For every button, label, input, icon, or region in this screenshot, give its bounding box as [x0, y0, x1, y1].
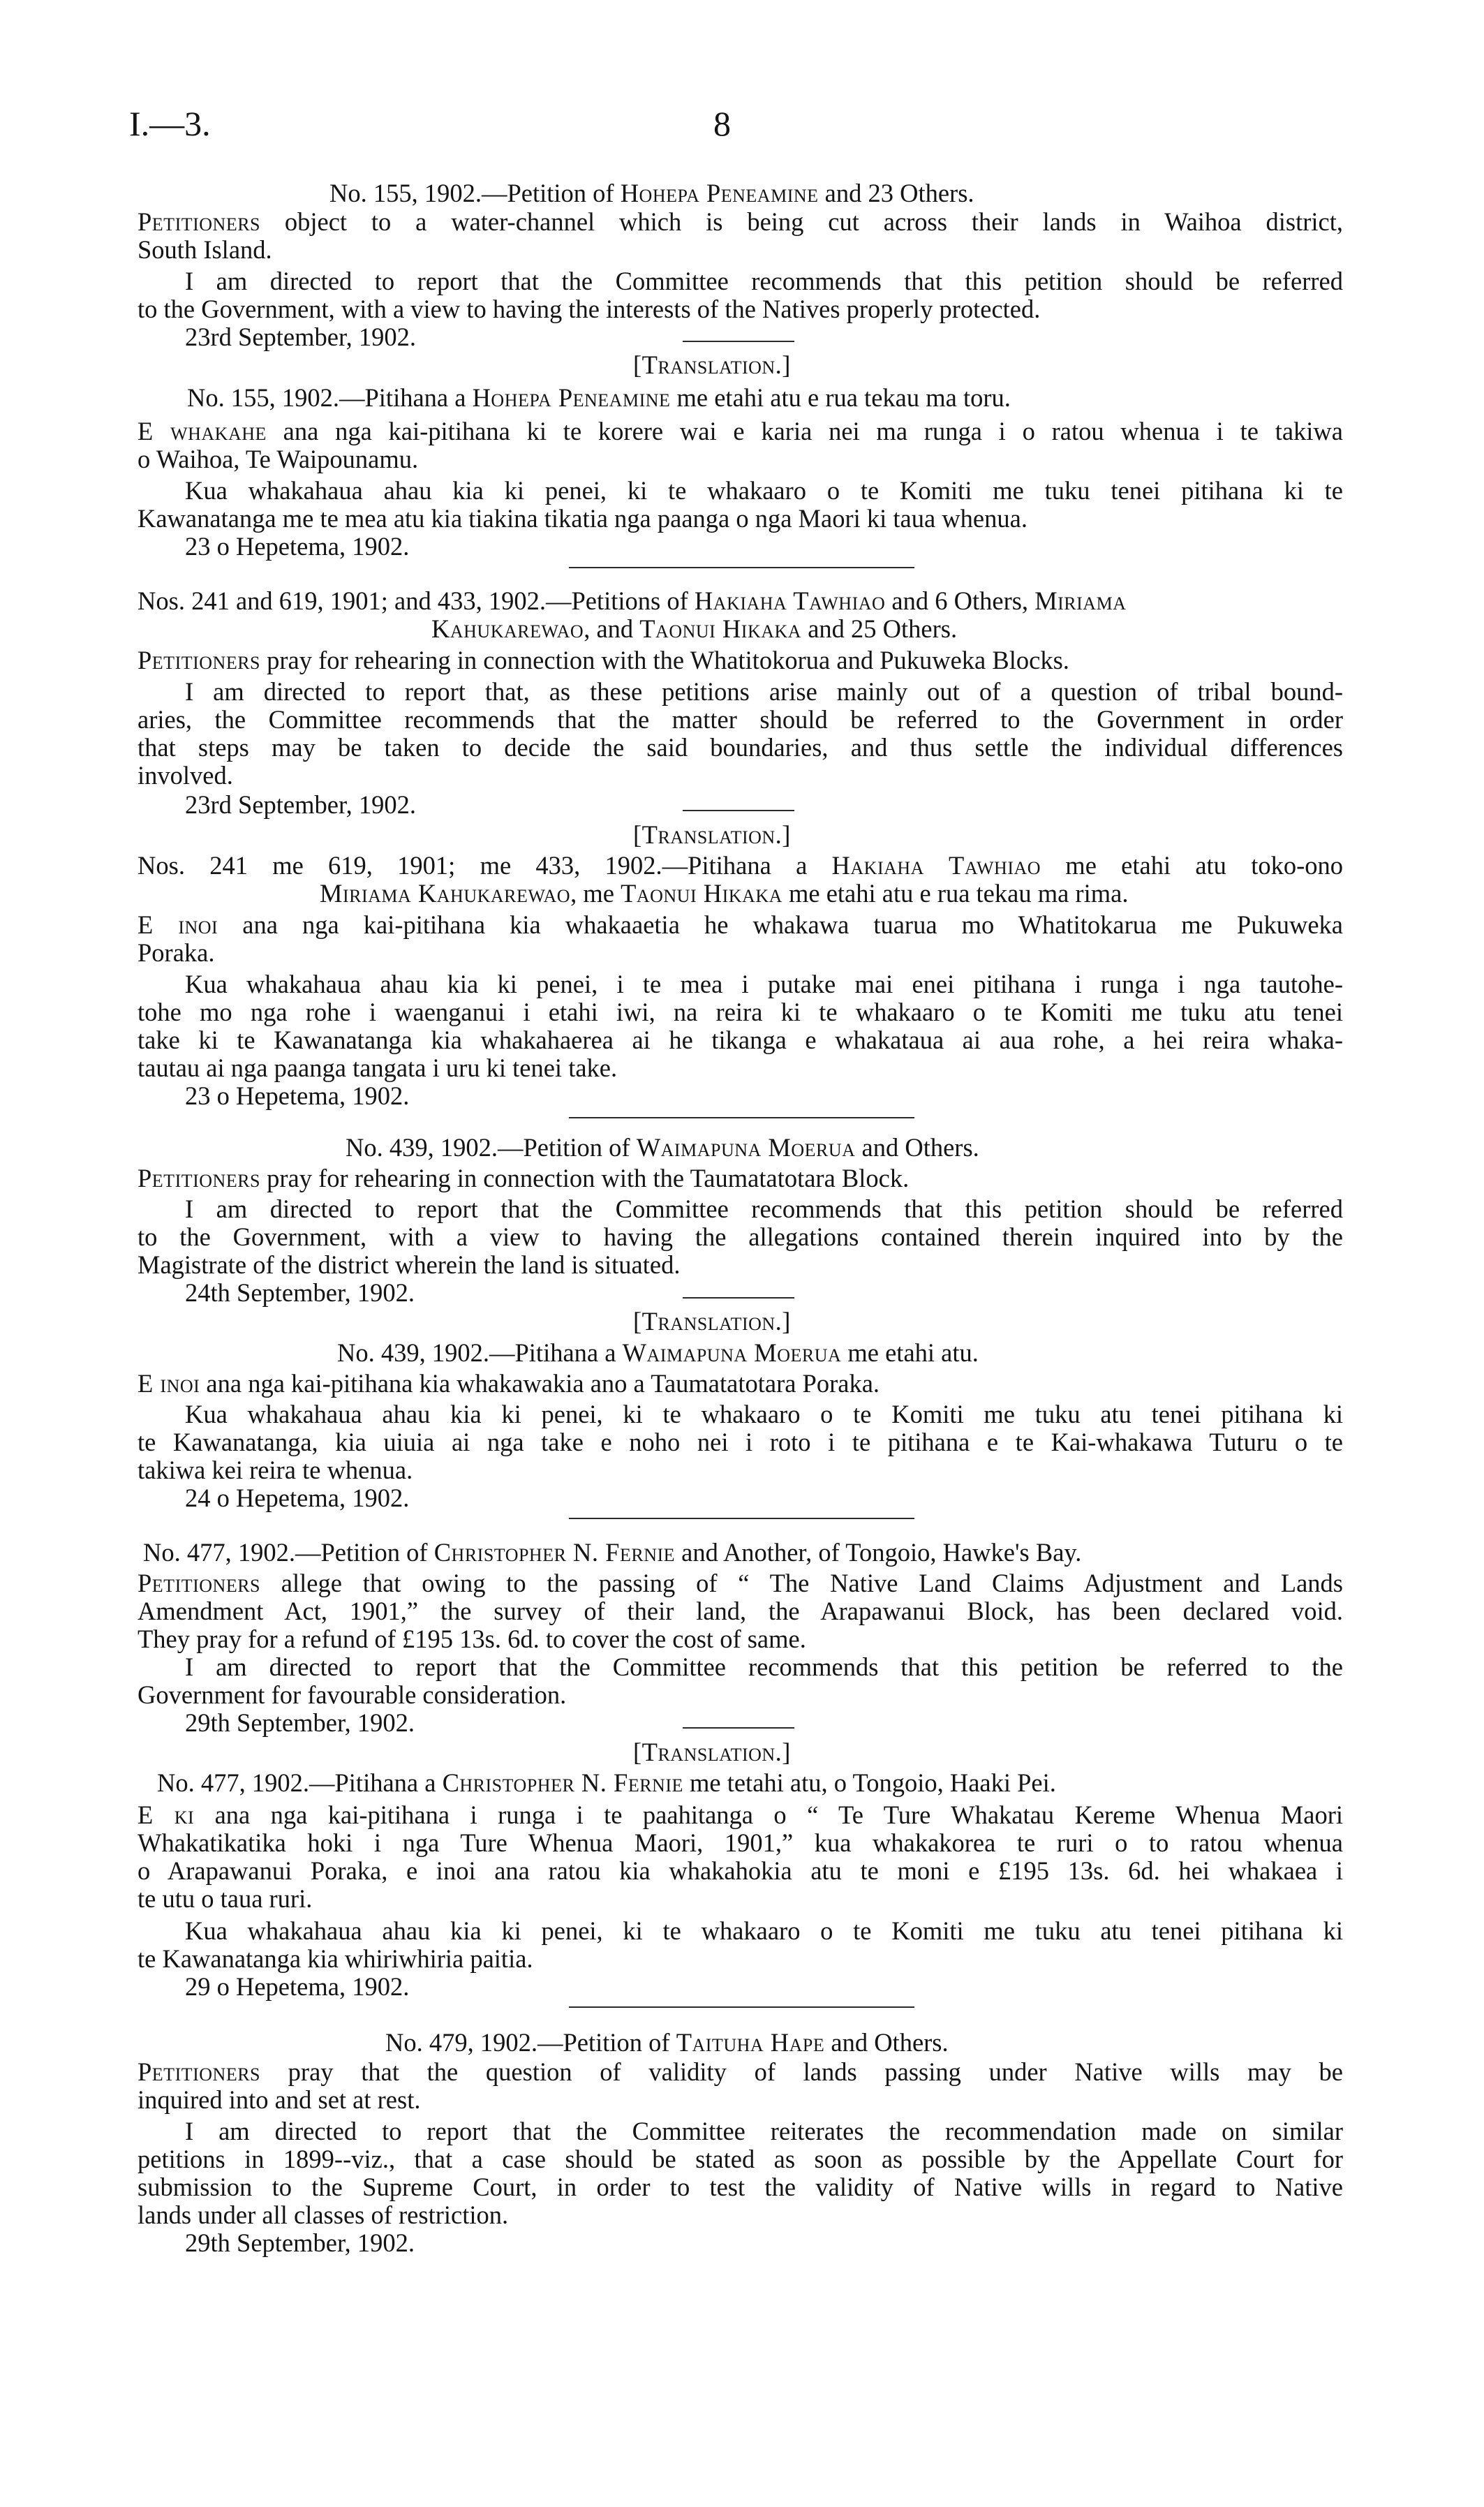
paragraph-line: Poraka.: [138, 938, 215, 967]
line-text: ana nga kai-pitihana ki te korere wai e karia nei ma runga i o ratou whenua i te takiwa: [266, 417, 1343, 445]
divider-short: [683, 1297, 794, 1299]
petition-heading: [138, 587, 1126, 615]
petitioner-names: Miriama Kahukarewao: [320, 879, 571, 908]
section-divider: [569, 567, 914, 568]
paragraph-line: [138, 417, 1343, 445]
paragraph-line: South Island.: [138, 235, 272, 264]
lead-word: E inoi: [138, 1369, 200, 1398]
paragraph-line: aries, the Committee recommends that the matter should be referred to the Government in order: [138, 705, 1343, 734]
paragraph-line: Kua whakahaua ahau kia ki penei, ki te whakaaro o te Komiti me tuku tenei pitihana ki te: [185, 476, 1343, 505]
paragraph-line: [138, 1164, 909, 1192]
paragraph-line: inquired into and set at rest.: [138, 2085, 421, 2114]
date-line: 23rd September, 1902.: [185, 323, 417, 351]
line-text: ana nga kai-pitihana kia whakaaetia he whakawa tuarua mo Whatitokarua me Pukuweka: [218, 910, 1343, 939]
heading-text: me etahi atu e rua tekau ma toru.: [670, 383, 1011, 412]
paragraph-line: [138, 2058, 1343, 2086]
heading-text: , me: [570, 879, 621, 908]
line-text: ana nga kai-pitihana i runga i te paahitanga o “ Te Ture Whakatau Kereme Whenua Maori: [194, 1800, 1343, 1829]
heading-text: me etahi atu toko-ono: [1041, 851, 1343, 880]
paragraph-line: Kua whakahaua ahau kia ki penei, ki te whakaaro o te Komiti me tuku atu tenei pitihana ki: [185, 1400, 1343, 1428]
heading-text: No. 477, 1902.—Pitihana a: [157, 1768, 443, 1797]
translation-label: [Translation.]: [633, 1307, 791, 1336]
heading-text: and Another, of Tongoio, Hawke's Bay.: [675, 1538, 1082, 1567]
paragraph-line: They pray for a refund of £195 13s. 6d. to cover the cost of same.: [138, 1625, 806, 1653]
date-line: 23rd September, 1902.: [185, 790, 417, 819]
paragraph-line: [138, 208, 1343, 236]
divider-short: [683, 341, 794, 342]
paragraph-line: o Arapawanui Poraka, e inoi ana ratou kia whakahokia atu te moni e £195 13s. 6d. hei whakaea i: [138, 1856, 1343, 1885]
paragraph-line: [138, 1370, 880, 1398]
heading-text: and 6 Others,: [885, 586, 1035, 615]
paragraph-line: tautau ai nga paanga tangata i uru ki tenei take.: [138, 1053, 618, 1082]
paragraph-line: [138, 1801, 1343, 1829]
paragraph-line: Kua whakahaua ahau kia ki penei, i te mea i putake mai enei pitihana i runga i nga tautohe-: [185, 970, 1343, 998]
line-text: pray that the question of validity of lands passing under Native wills may be: [260, 2057, 1343, 2086]
paragraph-line: Kawanatanga me te mea atu kia tiakina tikatia nga paanga o nga Maori ki taua whenua.: [138, 504, 1027, 533]
date-line: 24th September, 1902.: [185, 1278, 415, 1307]
petitioner-names: Miriama: [1034, 586, 1127, 615]
lead-word: E ki: [138, 1800, 195, 1829]
paragraph-line: that steps may be taken to decide the said boundaries, and thus settle the individual differences: [138, 733, 1343, 762]
paragraph-line: Magistrate of the district wherein the land is situated.: [138, 1250, 681, 1279]
paragraph-line: te utu o taua ruri.: [138, 1884, 313, 1913]
date-line: 29th September, 1902.: [185, 2228, 415, 2257]
heading-text: , and: [584, 614, 640, 643]
petitioner-names: Taonui Hikaka: [639, 614, 802, 643]
petition-heading: [431, 615, 957, 643]
paragraph-line: takiwa kei reira te whenua.: [138, 1456, 413, 1484]
heading-text: No. 477, 1902.—Petition of: [143, 1538, 434, 1567]
heading-text: and 25 Others.: [801, 614, 958, 643]
line-text: pray for rehearing in connection with the Taumatatotara Block.: [260, 1164, 910, 1192]
heading-text: and 23 Others.: [818, 179, 974, 207]
paragraph-line: Government for favourable consideration.: [138, 1680, 567, 1709]
heading-text: No. 439, 1902.—Pitihana a: [337, 1338, 623, 1367]
petition-heading: [385, 2029, 949, 2057]
lead-word: E inoi: [138, 910, 218, 939]
translation-label: [Translation.]: [633, 1738, 791, 1766]
paragraph-line: I am directed to report that the Committee reiterates the recommendation made on similar: [185, 2117, 1343, 2145]
divider-short: [683, 810, 794, 811]
date-line: 23 o Hepetema, 1902.: [185, 532, 410, 561]
petition-heading: [346, 1134, 979, 1162]
petitioner-names: Waimapuna Moerua: [622, 1338, 842, 1367]
translation-heading: [337, 1339, 979, 1367]
lead-word: Petitioners: [138, 1569, 260, 1597]
date-line: 29 o Hepetema, 1902.: [185, 1972, 410, 2001]
translation-label: [Translation.]: [633, 350, 791, 379]
paragraph-line: Amendment Act, 1901,” the survey of their land, the Arapawanui Block, has been declared void.: [138, 1597, 1343, 1625]
petitioner-names: Hakiaha Tawhiao: [831, 851, 1041, 880]
petitioner-names: Christopher N. Fernie: [442, 1768, 683, 1797]
line-text: allege that owing to the passing of “ The Native Land Claims Adjustment and Lands: [260, 1569, 1343, 1597]
heading-text: No. 155, 1902.—Pitihana a: [187, 383, 473, 412]
paragraph-line: o Waihoa, Te Waipounamu.: [138, 445, 419, 473]
line-text: object to a water-channel which is being cut across their lands in Waihoa district,: [260, 207, 1343, 236]
paragraph-line: lands under all classes of restriction.: [138, 2201, 509, 2229]
divider-short: [683, 1727, 794, 1729]
heading-text: me etahi atu e rua tekau ma rima.: [782, 879, 1129, 908]
translation-heading: [138, 852, 1343, 880]
petition-heading: [143, 1539, 1081, 1567]
paragraph-line: Whakatikatika hoki i nga Ture Whenua Maori, 1901,” kua whakakorea te ruri o to ratou whenua: [138, 1828, 1343, 1857]
paragraph-line: I am directed to report that, as these petitions arise mainly out of a question of tribal bound-: [185, 677, 1343, 706]
heading-text: No. 439, 1902.—Petition of: [346, 1133, 637, 1162]
paragraph-line: to the Government, with a view to having the allegations contained therein inquired into by the: [138, 1222, 1343, 1251]
heading-text: me etahi atu.: [841, 1338, 979, 1367]
petitioner-names: Taituha Hape: [676, 2028, 825, 2057]
paragraph-line: submission to the Supreme Court, in order to test the validity of Native wills in regard to Native: [138, 2173, 1343, 2201]
petition-heading: [329, 179, 974, 207]
heading-text: Nos. 241 me 619, 1901; me 433, 1902.—Pitihana a: [138, 851, 832, 880]
lead-word: Petitioners: [138, 2057, 260, 2086]
translation-label: [Translation.]: [633, 820, 791, 849]
translation-heading: [157, 1769, 1056, 1797]
heading-text: Nos. 241 and 619, 1901; and 433, 1902.—Petitions of: [138, 586, 695, 615]
paragraph-line: [138, 911, 1343, 939]
section-divider: [569, 1117, 914, 1118]
paragraph-line: Kua whakahaua ahau kia ki penei, ki te whakaaro o te Komiti me tuku atu tenei pitihana ki: [185, 1916, 1343, 1945]
petitioner-names: Taonui Hikaka: [621, 879, 782, 908]
petitioner-names: Hohepa Peneamine: [472, 383, 671, 412]
line-text: ana nga kai-pitihana kia whakawakia ano a Taumatatotara Poraka.: [200, 1369, 880, 1398]
heading-text: and Others.: [824, 2028, 949, 2057]
line-text: pray for rehearing in connection with the Whatitokorua and Pukuweka Blocks.: [260, 646, 1069, 674]
paragraph-line: to the Government, with a view to having the interests of the Natives properly protected.: [138, 295, 1041, 323]
paragraph-line: I am directed to report that the Committee recommends that this petition should be referred: [185, 267, 1343, 295]
translation-heading: [320, 880, 1128, 908]
paragraph-line: involved.: [138, 761, 233, 790]
heading-text: No. 479, 1902.—Petition of: [385, 2028, 676, 2057]
heading-text: No. 155, 1902.—Petition of: [329, 179, 621, 207]
petitioner-names: Hakiaha Tawhiao: [694, 586, 886, 615]
lead-word: Petitioners: [138, 646, 260, 674]
paragraph-line: [138, 1569, 1343, 1597]
paragraph-line: tohe mo nga rohe i waenganui i etahi iwi, na reira ki te whakaaro o te Komiti me tuku atu tenei: [138, 998, 1343, 1026]
section-reference: I.—3.: [129, 104, 211, 143]
lead-word: E whakahe: [138, 417, 267, 445]
date-line: 23 o Hepetema, 1902.: [185, 1081, 410, 1110]
date-line: 29th September, 1902.: [185, 1708, 415, 1737]
paragraph-line: I am directed to report that the Committee recommends that this petition be referred to the: [185, 1652, 1343, 1681]
translation-heading: [187, 384, 1011, 412]
paragraph-line: petitions in 1899--viz., that a case should be stated as soon as possible by the Appellate Court for: [138, 2145, 1343, 2173]
heading-text: and Others.: [855, 1133, 979, 1162]
petitioner-names: Hohepa Peneamine: [620, 179, 819, 207]
lead-word: Petitioners: [138, 1164, 260, 1192]
section-divider: [569, 2006, 914, 2008]
petitioner-names: Christopher N. Fernie: [433, 1538, 676, 1567]
heading-text: me tetahi atu, o Tongoio, Haaki Pei.: [683, 1768, 1056, 1797]
date-line: 24 o Hepetema, 1902.: [185, 1484, 410, 1512]
petitioner-names: Kahukarewao: [431, 614, 584, 643]
lead-word: Petitioners: [138, 207, 260, 236]
paragraph-line: [138, 646, 1069, 674]
section-divider: [569, 1518, 914, 1519]
page-number: 8: [713, 104, 731, 143]
paragraph-line: take ki te Kawanatanga kia whakahaerea ai he tikanga e whakataua ai aua rohe, a hei reira whaka-: [138, 1026, 1343, 1054]
paragraph-line: I am directed to report that the Committee recommends that this petition should be referred: [185, 1195, 1343, 1223]
paragraph-line: te Kawanatanga, kia uiuia ai nga take e noho nei i roto i te pitihana e te Kai-whakawa Tuturu o te: [138, 1428, 1343, 1456]
paragraph-line: te Kawanatanga kia whiriwhiria paitia.: [138, 1944, 533, 1973]
petitioner-names: Waimapuna Moerua: [636, 1133, 856, 1162]
